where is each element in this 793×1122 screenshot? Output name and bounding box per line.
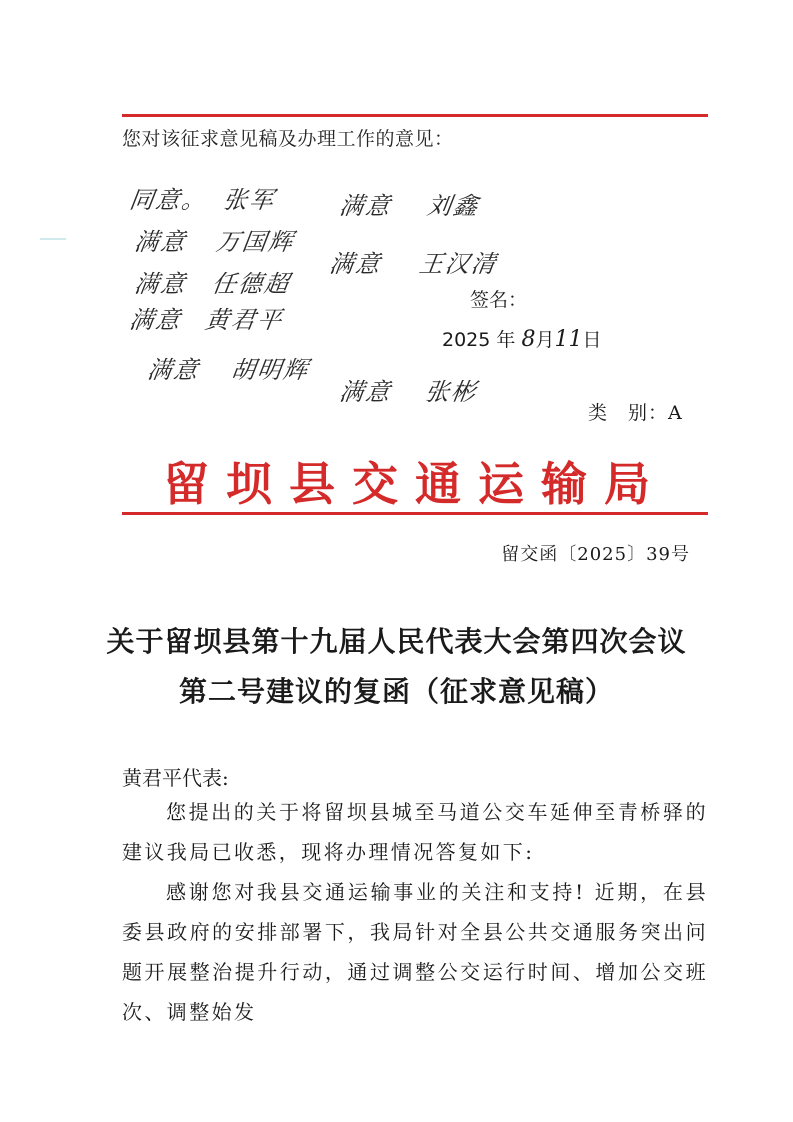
document-number: 留交函〔2025〕39号	[501, 544, 690, 565]
date-month: 8	[521, 327, 536, 352]
signature-opinion: 同意。	[127, 186, 210, 214]
category-label: 类 别：	[588, 402, 669, 424]
handwritten-signature	[338, 186, 483, 221]
date-day-suffix: 日	[582, 329, 602, 351]
opinion-prompt: 您对该征求意见稿及办理工作的意见：	[122, 128, 454, 150]
greeting: 黄君平代表:	[122, 766, 229, 790]
signature-name: 刘鑫	[425, 192, 482, 220]
body-paragraph: 感谢您对我县交通运输事业的关注和支持! 近期，在县委县政府的安排部署下，我局针对全县公共交通服务突出问题开展整治提升行动，通过调整公交运行时间、增加公交班次、调整始发	[122, 880, 708, 1024]
handwritten-signature	[338, 372, 481, 407]
signature-name: 黄君平	[203, 306, 286, 334]
sign-label: 签名：	[470, 289, 528, 311]
handwritten-signature	[133, 264, 294, 299]
handwritten-signature	[328, 244, 501, 279]
signature-opinion: 满意	[337, 192, 394, 220]
scan-mark	[40, 238, 66, 240]
handwritten-signature	[146, 350, 313, 385]
signature-opinion: 满意	[337, 378, 394, 406]
signature-name: 张军	[221, 186, 278, 214]
date-year: 2025	[442, 329, 491, 351]
signature-name: 王汉清	[417, 250, 500, 278]
date-month-suffix: 月	[535, 329, 555, 351]
signature-name: 任德超	[210, 270, 293, 298]
top-red-rule	[122, 114, 708, 117]
signature-opinion: 满意	[132, 228, 189, 256]
body-paragraph: 您提出的关于将留坝县城至马道公交车延伸至青桥驿的建议我局已收悉，现将办理情况答复如下:	[122, 800, 708, 864]
signature-opinion: 满意	[327, 250, 384, 278]
document-title-line-2: 第二号建议的复函（征求意见稿）	[178, 675, 614, 708]
signature-opinion: 满意	[145, 356, 202, 384]
handwritten-signature	[128, 180, 279, 215]
date-day: 11	[554, 327, 583, 352]
signature-opinion: 满意	[127, 306, 184, 334]
handwritten-signature	[133, 222, 298, 257]
signature-name: 张彬	[423, 378, 480, 406]
handwritten-signature	[128, 300, 287, 335]
category-value: A	[668, 402, 683, 424]
document-title-line-1: 关于留坝县第十九届人民代表大会第四次会议	[106, 625, 687, 658]
letterhead-red-rule	[122, 512, 708, 515]
signature-name: 万国辉	[214, 228, 297, 256]
letterhead: 留坝县交通运输局	[163, 457, 667, 511]
date-year-suffix: 年	[496, 329, 516, 351]
category	[588, 398, 683, 425]
signature-date	[442, 325, 602, 352]
signature-name: 胡明辉	[229, 356, 312, 384]
signature-opinion: 满意	[132, 270, 189, 298]
